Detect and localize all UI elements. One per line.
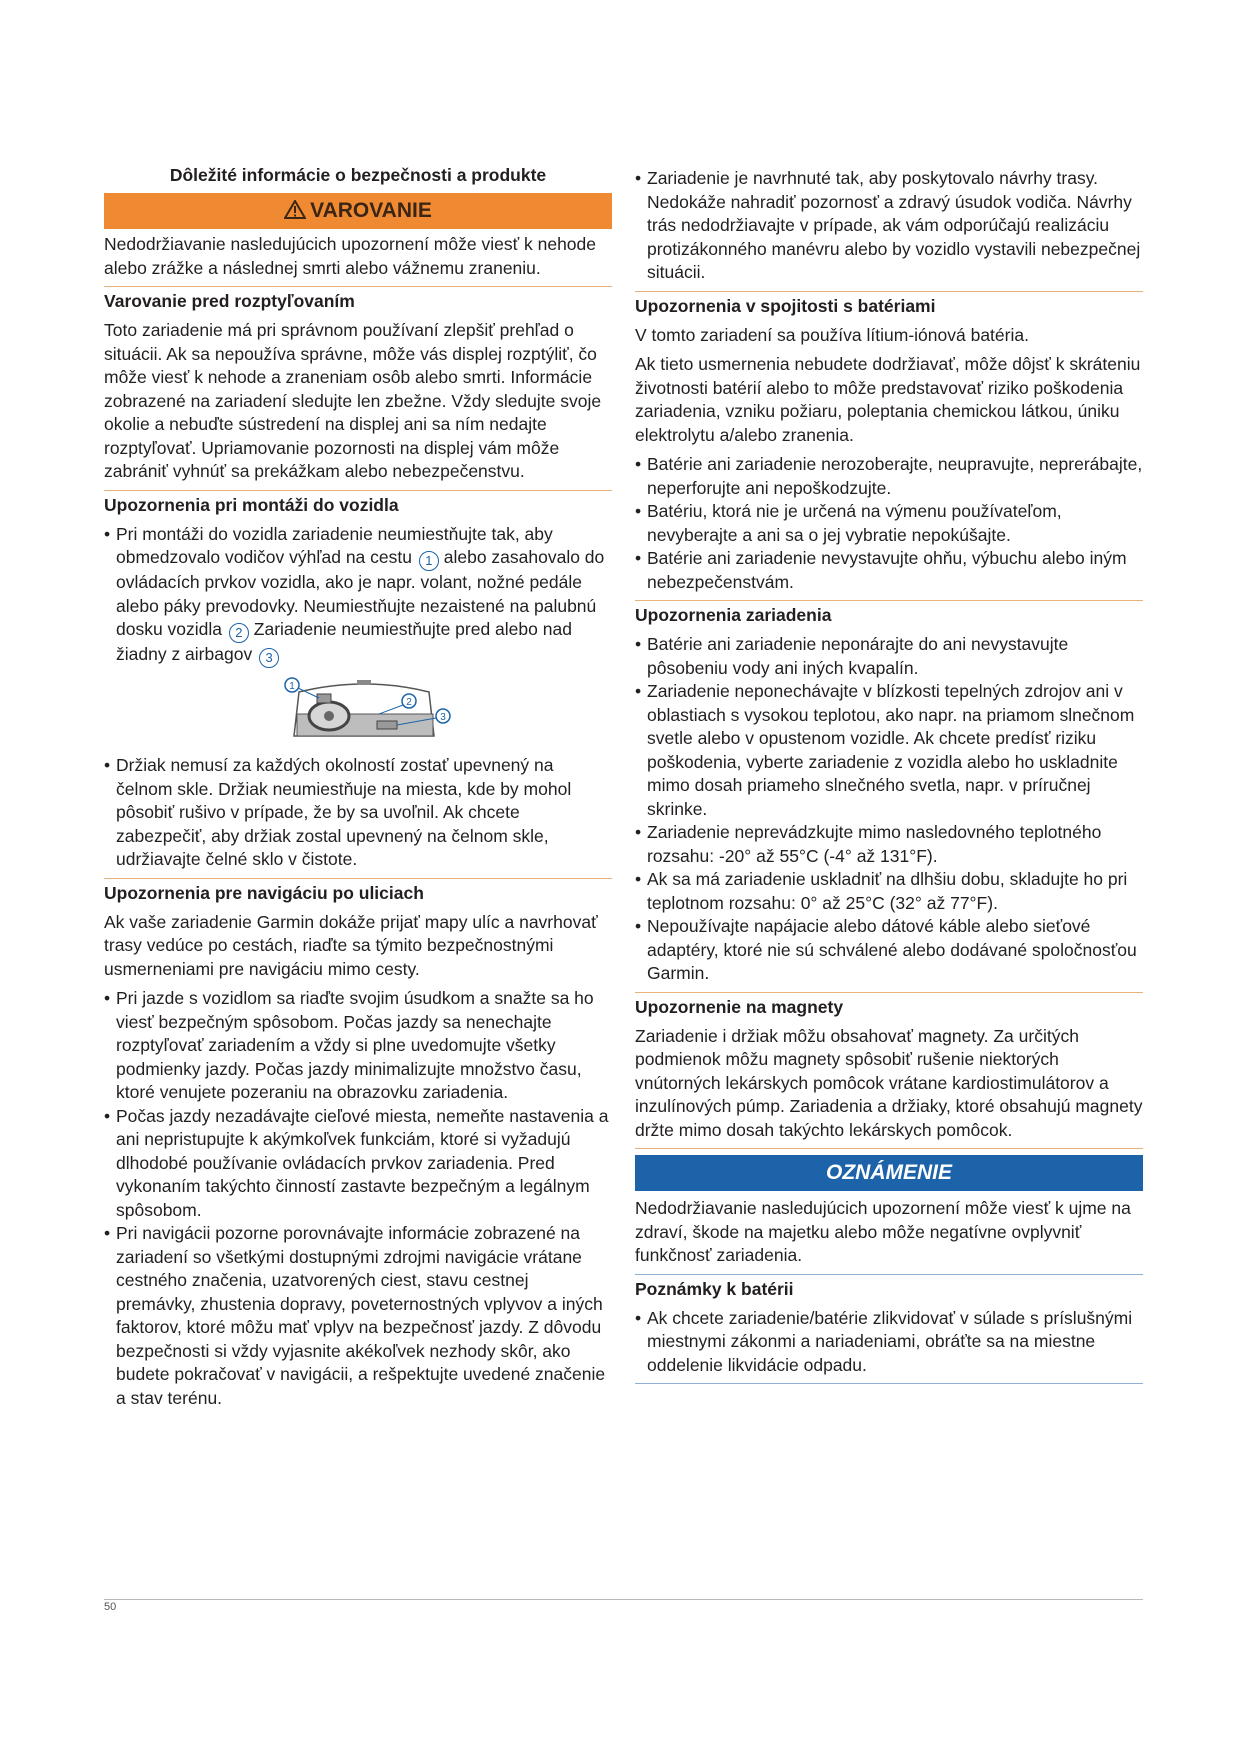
dashboard-illustration [269, 674, 459, 744]
divider [635, 1148, 1143, 1149]
page-title: Dôležité informácie o bezpečnosti a produkte [169, 165, 547, 185]
notice-text: Nedodržiavanie nasledujúcich upozornení môže viesť k ujme na zdraví, škode na majetku alebo môže negatívne ovplyvniť funkčnosť zariadenia. [635, 1198, 1131, 1265]
divider [635, 1383, 1143, 1384]
warning-text: Nedodržiavanie nasledujúcich upozornení môže viesť k nehode alebo zrážke a následnej smrti alebo vážnemu zraneniu. [104, 234, 597, 278]
warning-icon [284, 200, 306, 219]
mounting-list-2 [104, 754, 612, 872]
distraction-heading: Varovanie pred rozptyľovaním [104, 286, 612, 313]
battery-notes-list [635, 1307, 1143, 1378]
magnets-heading: Upozornenie na magnety [635, 992, 1143, 1019]
distraction-text: Toto zariadenie má pri správnom používaní zlepšiť prehľad o situácii. Ak sa nepoužíva správne, môže vás displej rozptýliť, čo môže viesť k nehode a zraneniam osôb alebo smrti. Informácie zobrazené na zariadení sledujte len zbežne. Vždy sledujte svoje okolie a nebuďte sústredení na displej ani sa ním nedajte rozptyľovať. Upriamovanie pozornosti na displej vám môže zabrániť vyhnúť sa prekážkam alebo nebezpečenstvu. [104, 320, 602, 481]
list-item: • Batérie ani zariadenie neponárajte do ani nevystavujte pôsobeniu vody ani iných kvapalín. [635, 633, 1143, 680]
list-item: • Počas jazdy nezadávajte cieľové miesta, nemeňte nastavenia a ani nepristupujte k akýmkoľvek funkciám, ktoré si vyžadujú dlhodobé používanie ovládacích prvkov zariadenia. Pred vykonaním takýchto činností zastavte bezpečným a legálnym spôsobom. [104, 1105, 612, 1223]
fig-callout-3: 3 [440, 712, 446, 723]
battery-text-1: V tomto zariadení sa používa lítium-iónová batéria. [635, 324, 1029, 345]
right-column [635, 167, 1143, 1384]
mounting-bullet1-a: Pri montáži do vozidla zariadenie neumiestňujte tak, aby obmedzovalo vodičov výhľad na cestu [116, 523, 553, 567]
callout-2-icon: 2 [229, 623, 249, 643]
list-item: • Pri jazde s vozidlom sa riaďte svojim úsudkom a snažte sa ho viesť bezpečným spôsobom. Počas jazdy sa nenechajte rozptyľovať zariadením a vždy si plne uvedomujte všetky podmienky jazdy. Počas jazdy minimalizujte množstvo času, ktoré venujete pozeraniu na obrazovku zariadenia. [104, 987, 612, 1105]
list-item: • Držiak nemusí za každých okolností zostať upevnený na čelnom skle. Držiak neumiestňuje na miesta, kde by mohol pôsobiť rušivo v prípade, že by sa uvoľnil. Ak chcete zabezpečiť, aby držiak zostal upevnený na čelnom skle, udržiavajte čelné sklo v čistote. [104, 754, 612, 872]
list-item [104, 523, 612, 669]
warning-banner [104, 193, 612, 229]
navigation-list [104, 987, 612, 1410]
magnets-text: Zariadenie i držiak môžu obsahovať magnety. Za určitých podmienok môžu magnety spôsobiť rušenie niektorých vnútorných lekárskych pomôcok vrátane kardiostimulátorov a inzulínových púmp. Zariadenia a držiaky, ktoré obsahujú magnety držte mimo dosah takýchto lekárskych pomôcok. [635, 1025, 1143, 1140]
list-item: • Pri navigácii pozorne porovnávajte informácie zobrazené na zariadení so všetkými dostupnými zdrojmi navigácie vrátane cestného značenia, uzatvorených ciest, stavu cestnej premávky, zhustenia dopravy, poveternostných vplyvov a iných faktorov, ktoré môžu mať vplyv na bezpečnosť jazdy. Z dôvodu bezpečnosti si vždy vyjasnite akékoľvek nezhody skôr, ako budete pokračovať v navigácii, a rešpektujte uvedené značenie a stav terénu. [104, 1222, 612, 1410]
navigation-list-continued [635, 167, 1143, 285]
battery-text-2: Ak tieto usmernenia nebudete dodržiavať, môže dôjsť k skráteniu životnosti batérií alebo to môže predstavovať riziko poškodenia zariadenia, vzniku požiaru, poleptania chemickou látkou, úniku elektrolytu a/alebo zranenia. [635, 354, 1141, 445]
footer-rule [104, 1599, 1143, 1600]
mounting-list [104, 523, 612, 669]
list-item: • Ak chcete zariadenie/batérie zlikvidovať v súlade s príslušnými miestnymi zákonmi a nariadeniami, obráťte sa na miestne oddelenie likvidácie odpadu. [635, 1307, 1143, 1378]
list-item: • Zariadenie je navrhnuté tak, aby poskytovalo návrhy trasy. Nedokáže nahradiť pozornosť a zdravý úsudok vodiča. Návrhy trás nedodržiavajte v prípade, ak vám odporúčajú realizáciu protizákonného manévru alebo by vozidlo vystavili nebezpečnej situácii. [635, 167, 1143, 285]
callout-3-icon: 3 [259, 648, 279, 668]
fig-callout-1: 1 [289, 681, 295, 692]
page-number: 50 [104, 1601, 117, 1613]
navigation-heading: Upozornenia pre navigáciu po uliciach [104, 878, 612, 905]
battery-notes-heading: Poznámky k batérii [635, 1274, 1143, 1301]
list-item: • Zariadenie neponechávajte v blízkosti tepelných zdrojov ani v oblastiach s vysokou teplotou, ako napr. na priamom slnečnom svetle alebo v opustenom vozidle. Ak chcete predísť riziku poškodenia, vyberte zariadenie z vozidla alebo ho uskladnite mimo dosah priameho slnečného svetla, napr. v príručnej skrinke. [635, 680, 1143, 821]
list-item: • Zariadenie neprevádzkujte mimo nasledovného teplotného rozsahu: -20° až 55°C (-4° až 131°F). [635, 821, 1143, 868]
navigation-text: Ak vaše zariadenie Garmin dokáže prijať mapy ulíc a navrhovať trasy vedúce po cestách, riaďte sa týmito bezpečnostnými usmerneniami pre navigáciu mimo cesty. [104, 911, 598, 979]
device-list [635, 633, 1143, 986]
notice-banner: OZNÁMENIE [635, 1155, 1143, 1191]
fig-callout-2: 2 [406, 697, 412, 708]
battery-heading: Upozornenia v spojitosti s batériami [635, 291, 1143, 318]
mounting-heading: Upozornenia pri montáži do vozidla [104, 490, 612, 517]
callout-1-icon: 1 [419, 551, 439, 571]
list-item: • Nepoužívajte napájacie alebo dátové káble alebo sieťové adaptéry, ktoré nie sú schválené alebo dodávané spoločnosťou Garmin. [635, 915, 1143, 986]
list-item: • Batériu, ktorá nie je určená na výmenu používateľom, nevyberajte a ani sa o jej vybratie nepokúšajte. [635, 500, 1143, 547]
list-item: • Batérie ani zariadenie nevystavujte ohňu, výbuchu alebo iným nebezpečenstvám. [635, 547, 1143, 594]
battery-list [635, 453, 1143, 594]
device-heading: Upozornenia zariadenia [635, 600, 1143, 627]
mounting-bullet1-b: alebo zasahovalo do ovládacích prvkov vozidla, ako je napr. volant, nožné pedále alebo páky prevodovky. Neumiestňujte nezaistené na palubnú dosku vozidla [116, 547, 605, 639]
left-column [104, 163, 612, 1416]
list-item: • Ak sa má zariadenie uskladniť na dlhšiu dobu, skladujte ho pri teplotnom rozsahu: 0° až 25°C (32° až 77°F). [635, 868, 1143, 915]
mounting-bullet1-c: Zariadenie neumiestňujte pred alebo nad žiadny z airbagov [116, 619, 572, 664]
warning-label: VAROVANIE [310, 199, 432, 222]
list-item: • Batérie ani zariadenie nerozoberajte, neupravujte, neprerábajte, neperforujte ani nepoškodzujte. [635, 453, 1143, 500]
